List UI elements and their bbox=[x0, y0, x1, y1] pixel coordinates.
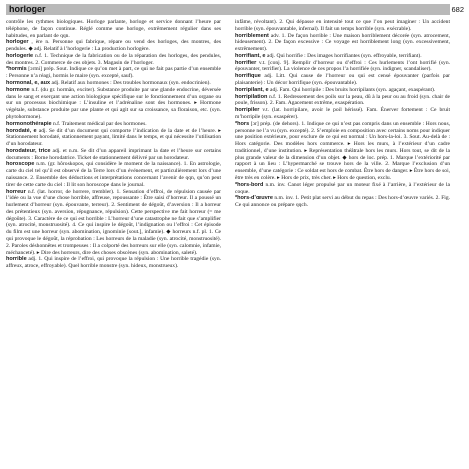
entry-headword: *hors bbox=[235, 120, 250, 127]
entry-headword: horlogerie bbox=[6, 52, 34, 59]
entry-definition: n.f. (lat. horror, de horrere, trembler). 1. Sensation d’effroi, de répulsion causée par l’idée ou la vue d’une chose horrible, affreuse, repoussante : Être saisi d’horreur. Il a poussé un hurlement d’horreur (syn. épouvante, terreur). 2. Sentiment de dégoût, d’aversion : Il a horreur des prétentieux (syn. aversion, répugnance, répulsion). Cette perspective me fait horreur (= me dégoûte). 3. Caractère de ce qui est horrible : L’horreur d’une catastrophe ne fait que s’amplifier (syn. atrocité, monstruosité). 4. Ce qui inspire le dégoût, l’indignation ou l’effroi : Cet épisode du film est une horreur (syn. abomination, ignominie [sout.], infamie). ◆ horreurs n.f. pl. 1. Ce qui provoque le dégoût, la réprobation : Les horreurs de la maladie (syn. atrocité, monstruosité). 2. Paroles déshonnêtes et trompeuses : Il a colporté des horreurs sur elle (syn. calomnie, infamie, méchanceté). ▸ Dire des horreurs, dire des choses obscènes (syn. abomination, saleté). bbox=[6, 188, 221, 256]
entry-headword: horriblement bbox=[235, 32, 269, 39]
header-band bbox=[6, 4, 450, 15]
entry-headword: horloger bbox=[6, 39, 29, 46]
entry-headword: horrifier bbox=[235, 59, 257, 66]
entry-definition: adj. Se dit d’un document qui comporte l’indication de la date et de l’heure. ▸ Stationnement horodaté, stationnement payant, limité dans le temps, et qui nécessite l’utilisation d’un horodateur. bbox=[6, 127, 221, 148]
dictionary-entry bbox=[6, 148, 221, 162]
entry-definition: adj. 1. Qui inspire de l’effroi, qui provoque la répulsion : Une horrible tragédie (syn. affreux, atroce, effroyable). Quel horrible monstre (syn. hideux, monstrueux). bbox=[6, 256, 221, 270]
entry-headword: horripilation bbox=[235, 93, 268, 100]
entry-definition: infâme, révoltant). 2. Qui dépasse en intensité tout ce que l’on peut imaginer : Un accident horrible (syn. épouvantable, infernal). Il fait un temps horrible (syn. exécrable). bbox=[235, 19, 450, 32]
entry-definition: v.t. [conj. 9]. Remplir d’horreur ou d’effroi : Ces hurlements l’ont horrifié (syn. épouvanter, terrifier). La violence de ces propos l’a horrifiée (syn. indigner, scandaliser). bbox=[235, 59, 450, 73]
entry-definition: , ère n. Personne qui fabrique, répare ou vend des horloges, des montres, des pendules. ◆ adj. Relatif à l’horlogerie : La production horlogère. bbox=[6, 39, 221, 53]
dictionary-entry bbox=[6, 128, 221, 148]
entry-headword: horrifique bbox=[235, 73, 261, 80]
left-column bbox=[6, 19, 221, 465]
entry-definition: n.m. (gr. hôroskopos, qui considère le moment de la naissance). 1. En astrologie, carte du ciel tel qu’il est observé de la Terre lors d’un événement, et particulièrement lors d’une naissance. 2. Ensemble des déductions et interprétations concernant l’avenir de qqn, qu’on peut tirer de cette carte du ciel : Il lit son horoscope dans le journal. bbox=[6, 161, 221, 188]
page-number: 682 bbox=[451, 5, 464, 14]
dictionary-entry bbox=[6, 189, 221, 257]
page-header bbox=[6, 4, 464, 16]
entry-definition: n.f. 1. Technique de la fabrication ou de la réparation des horloges, des pendules, des montres. 2. Commerce de ces objets. 3. Magasin de l’horloger. bbox=[6, 52, 221, 66]
dictionary-entry bbox=[235, 121, 450, 182]
entry-headword: horripilant, e bbox=[235, 86, 269, 93]
entry-definition: adv. 1. De façon horrible : Une maison horriblement décorée (syn. atrocement, hideusement). 2. De façon excessive : Ce voyage est horriblement long (syn. excessivement, extrêmement). bbox=[235, 32, 450, 53]
entry-headword: *hormis bbox=[6, 66, 27, 73]
entry-definition: [ɔr] prép. (de dehors). 1. Indique ce qui n’est pas compris dans un ensemble : Hors nous, personne ne l’a vu (syn. excepté). 2. S’emploie en composition avec certains noms pour indiquer une position extérieure, pour exclure de ce qui est normal : Un hors-la-loi. 3. Sout. Au-delà de : Hors catégorie. Des modèles hors commerce. ▸ Hors les murs, à l’extérieur d’un cadre traditionnel, d’une institution. ▸ Représentation théâtrale hors les murs. Hors tout, se dit de la plus grande valeur de la dimension d’un objet. ◆ hors de loc. prép. 1. Marque l’extériorité par rapport à un lieu : L’hypermarché se trouve hors de la ville. 2. Marque l’exclusion d’un ensemble, d’une catégorie : Ce soldat est hors de combat. Être hors de danger. ▸ Être hors de soi, être très en colère. ▸ Hors de prix, très cher. ▸ Hors de question, exclu. bbox=[235, 120, 450, 181]
entry-definition: contrôle les rythmes biologiques. Horloge parlante, horloge et service donnant l’heure par téléphone, de façon continue. Réglé comme une horloge, extrêmement régulier dans ses habitudes, en parlant de qqn. bbox=[6, 19, 221, 39]
dictionary-entry bbox=[235, 87, 450, 94]
dictionary-entry bbox=[235, 33, 450, 53]
running-head-word: horloger bbox=[9, 4, 46, 14]
dictionary-entry bbox=[6, 80, 221, 87]
dictionary-entry bbox=[235, 107, 450, 121]
dictionary-entry bbox=[6, 256, 221, 270]
entry-definition: n.f. (du gr. hormân, exciter). Substance produite par une glande endocrine, déversée dans le sang et exerçant une action biologique spécifique sur le fonctionnement d’un organe ou sur un processus biochimique : L’insuline et l’adrénaline sont des hormones. ▸ Hormone végétale, substance produite par une plante et qui agit sur sa croissance, sa floraison, etc. (syn. phytohormone). bbox=[6, 86, 221, 120]
text-columns bbox=[6, 19, 450, 465]
entry-definition: adj. Relatif aux hormones : Des troubles hormonaux (syn. endocrinien). bbox=[50, 80, 211, 87]
entry-headword: hormonal, e, aux bbox=[6, 80, 51, 87]
entry-headword: horripiler bbox=[235, 107, 260, 114]
dictionary-entry bbox=[235, 94, 450, 108]
dictionary-entry bbox=[235, 182, 450, 196]
entry-headword: *hors-bord bbox=[235, 181, 264, 188]
entry-definition: v.t. (lat. horripilare, avoir le poil hérissé). Fam. Énerver fortement : Ce bruit m’horripile (syn. exaspérer). bbox=[235, 107, 450, 120]
entry-headword: hormonothérapie bbox=[6, 120, 52, 127]
dictionary-page bbox=[6, 4, 464, 466]
entry-definition: n.m. inv. 1. Petit plat servi au début du repas : Des hors-d’œuvre variés. 2. Fig. Ce qui annonce ou prépare qqch. bbox=[235, 195, 450, 209]
dictionary-entry bbox=[235, 60, 450, 74]
right-column bbox=[235, 19, 450, 465]
entry-definition: n.f. Traitement médical par des hormones. bbox=[51, 120, 147, 127]
dictionary-entry bbox=[6, 39, 221, 53]
dictionary-entry bbox=[6, 161, 221, 188]
dictionary-entry bbox=[6, 53, 221, 67]
dictionary-entry bbox=[6, 19, 221, 39]
dictionary-entry bbox=[235, 195, 450, 209]
entry-headword: horreur bbox=[6, 188, 26, 195]
entry-headword: *hors-d’œuvre bbox=[235, 195, 273, 202]
entry-headword: horodateur, trice bbox=[6, 147, 51, 154]
entry-definition: n.f. 1. Redressement des poils sur la peau, dû à la peur ou au froid (syn. chair de poule, frisson). 2. Fam. Agacement extrême, exaspération. bbox=[235, 93, 450, 107]
entry-headword: horrifiant, e bbox=[235, 52, 266, 59]
entry-definition: n.m. inv. Canot léger propulsé par un moteur fixé à l’arrière, à l’extérieur de la coque. bbox=[235, 181, 450, 195]
dictionary-entry bbox=[235, 19, 450, 33]
dictionary-entry bbox=[6, 121, 221, 128]
entry-definition: adj. Litt. Qui cause de l’horreur ou qui est censé épouvanter (parfois par plaisanterie) : Un décor horrifique (syn. épouvantable). bbox=[235, 73, 450, 87]
entry-definition: adj. et n.m. Se dit d’un appareil imprimant la date et l’heure sur certains documents : Borne horodatrice. Ticket de stationnement délivré par un horodateur. bbox=[6, 147, 221, 161]
dictionary-entry bbox=[235, 53, 450, 60]
entry-headword: horrible bbox=[6, 256, 27, 263]
dictionary-entry bbox=[6, 66, 221, 80]
entry-headword: hormone bbox=[6, 86, 30, 93]
entry-headword: horodaté, e bbox=[6, 127, 37, 134]
entry-definition: adj. Fam. Qui horripile : Des bruits horripilants (syn. agaçant, exaspérant). bbox=[268, 86, 436, 93]
dictionary-entry bbox=[6, 87, 221, 121]
entry-definition: [ɔrmi] prép. Sout. Indique ce qu’on met à part, ce qui ne fait pas partie d’un ensemble : Personne n’a réagi, hormis le maire (syn. excepté, sauf). bbox=[6, 66, 221, 80]
dictionary-entry bbox=[235, 73, 450, 87]
entry-definition: adj. Qui horrifie : Des images horrifiantes (syn. effroyable, terrifiant). bbox=[265, 52, 422, 59]
entry-headword: horoscope bbox=[6, 161, 35, 168]
